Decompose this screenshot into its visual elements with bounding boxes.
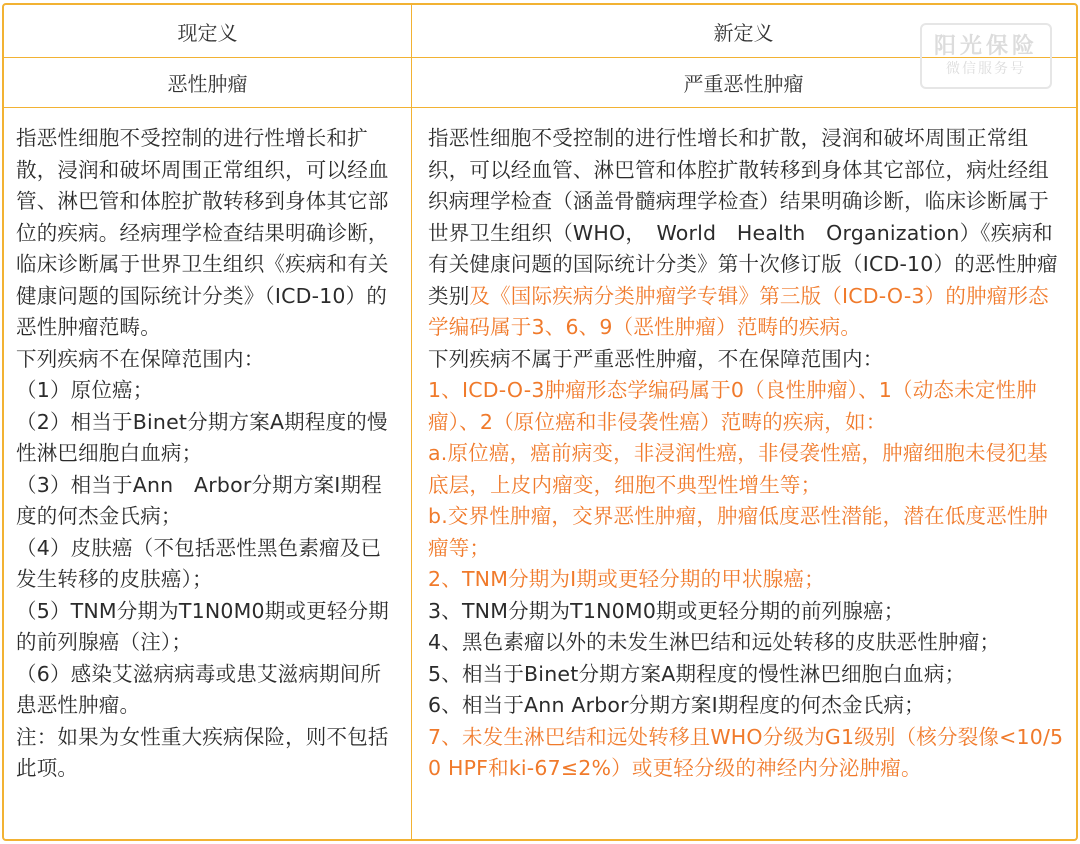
current-definition-body: [16, 123, 400, 785]
left-paragraph: （5）TNM分期为T1N0M0期或更轻分期的前列腺癌（注）；: [16, 598, 389, 654]
right-item-highlight: b.交界性肿瘤，交界恶性肿瘤，肿瘤低度恶性潜能，潜在低度恶性肿瘤等；: [428, 504, 1049, 560]
right-intro-text: 指恶性细胞不受控制的进行性增长和扩散，浸润和破坏周围正常组织，可以经血管、淋巴管和体腔扩散转移到身体其它部位，病灶经组织病理学检查（涵盖骨髓病理学检查）结果明确诊断，临床诊断属于世界卫生组织（WHO， World Health Organization）《疾病和有关健康问题的国际统计分类》第十次修订版（ICD-10）的恶性肿瘤类别: [428, 126, 1058, 308]
header-new-definition: 新定义: [713, 20, 774, 45]
comparison-table: [2, 3, 1078, 841]
left-paragraph: 下列疾病不在保障范围内：: [16, 346, 265, 371]
left-paragraph: （6）感染艾滋病病毒或患艾滋病期间所患恶性肿瘤。: [16, 661, 382, 717]
subheader-severe-malignant-tumor: 严重恶性肿瘤: [683, 71, 804, 96]
right-intro-highlight: 及《国际疾病分类肿瘤学专辑》第三版（ICD-O-3）的肿瘤形态学编码属于3、6、9（恶性肿瘤）范畴的疾病。: [428, 283, 1049, 339]
left-paragraph: 注：如果为女性重大疾病保险，则不包括此项。: [16, 724, 389, 780]
right-item-highlight: 1、ICD-O-3肿瘤形态学编码属于0（良性肿瘤）、1（动态未定性肿瘤）、2（原位癌和非侵袭性癌）范畴的疾病，如：: [428, 378, 1037, 434]
subheader-malignant-tumor: 恶性肿瘤: [167, 71, 248, 96]
right-item: 3、TNM分期为T1N0M0期或更轻分期的前列腺癌；: [428, 598, 905, 623]
right-item-highlight: 7、未发生淋巴结和远处转移且WHO分级为G1级别（核分裂像<10/50 HPF和ki-67≤2%）或更轻分级的神经内分泌肿瘤。: [428, 724, 1064, 780]
left-paragraph: （4）皮肤癌（不包括恶性黑色素瘤及已发生转移的皮肤癌）；: [16, 535, 382, 591]
right-item-highlight: a.原位癌，癌前病变，非浸润性癌，非侵袭性癌，肿瘤细胞未侵犯基底层，上皮内瘤变，细胞不典型性增生等；: [428, 441, 1048, 497]
left-paragraph: （2）相当于Binet分期方案A期程度的慢性淋巴细胞白血病；: [16, 409, 388, 465]
header-row: [4, 5, 1076, 58]
right-item: 下列疾病不属于严重恶性肿瘤，不在保障范围内：: [428, 346, 884, 371]
column-divider: [411, 5, 412, 839]
right-item-highlight: 2、TNM分期为Ⅰ期或更轻分期的甲状腺癌；: [428, 567, 825, 591]
right-intro: [428, 123, 1064, 344]
right-item: 6、相当于Ann Arbor分期方案Ⅰ期程度的何杰金氏病；: [428, 693, 925, 717]
subheader-row: [4, 57, 1076, 108]
new-definition-body: [428, 123, 1064, 785]
watermark-line2: 微信服务号: [946, 61, 1026, 77]
right-item: 4、黑色素瘤以外的未发生淋巴结和远处转移的皮肤恶性肿瘤；: [428, 630, 1001, 654]
left-paragraph: （3）相当于Ann Arbor分期方案Ⅰ期程度的何杰金氏病；: [16, 472, 382, 528]
left-paragraph: 指恶性细胞不受控制的进行性增长和扩散，浸润和破坏周围正常组织，可以经血管、淋巴管和体腔扩散转移到身体其它部位的疾病。经病理学检查结果明确诊断，临床诊断属于世界卫生组织《疾病和有关健康问题的国际统计分类》（ICD-10）的恶性肿瘤范畴。: [16, 126, 389, 339]
watermark-line1: 阳光保险: [933, 34, 1038, 59]
header-current-definition: 现定义: [177, 20, 238, 45]
right-item: 5、相当于Binet分期方案A期程度的慢性淋巴细胞白血病；: [428, 661, 966, 686]
left-paragraph: （1）原位癌；: [16, 378, 154, 402]
